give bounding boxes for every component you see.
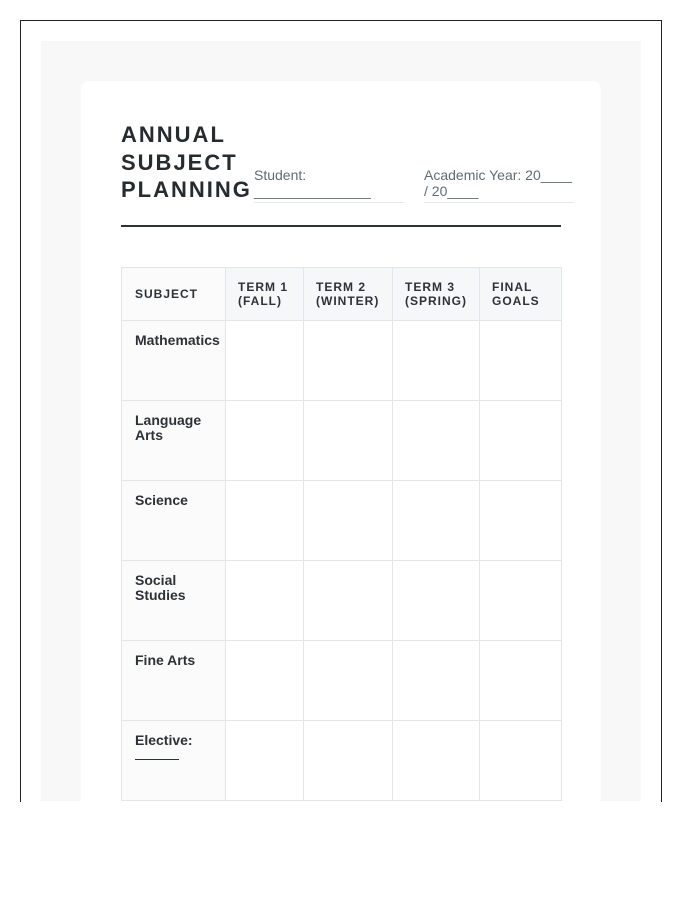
column-header-term-3: TERM 3 (SPRING) <box>393 268 480 321</box>
document-title <box>121 121 261 204</box>
page-frame <box>20 20 662 802</box>
final-goals-cell[interactable] <box>480 561 562 641</box>
table-row <box>122 641 562 721</box>
final-goals-cell[interactable] <box>480 641 562 721</box>
table-header-row <box>122 268 562 321</box>
final-goals-cell[interactable] <box>480 721 562 801</box>
term-3-cell[interactable] <box>393 321 480 401</box>
term-3-cell[interactable] <box>393 721 480 801</box>
term-2-cell[interactable] <box>304 641 393 721</box>
elective-label: Elective: <box>135 732 193 748</box>
column-header-term-1: TERM 1 (FALL) <box>226 268 304 321</box>
term-3-cell[interactable] <box>393 401 480 481</box>
term-1-cell[interactable] <box>226 401 304 481</box>
subject-cell: Mathematics <box>122 321 226 401</box>
academic-year-field[interactable]: Academic Year: 20____ / 20____ <box>424 167 574 203</box>
term-2-cell[interactable] <box>304 321 393 401</box>
term-1-cell[interactable] <box>226 321 304 401</box>
student-field[interactable]: Student: _______________ <box>254 167 404 203</box>
title-line-1: ANNUAL <box>121 122 226 147</box>
term-1-cell[interactable] <box>226 641 304 721</box>
subject-cell: Science <box>122 481 226 561</box>
column-header-subject: SUBJECT <box>122 268 226 321</box>
title-line-3: PLANNING <box>121 177 252 202</box>
subject-cell: Social Studies <box>122 561 226 641</box>
elective-blank-line <box>135 748 179 760</box>
final-goals-cell[interactable] <box>480 321 562 401</box>
term-1-cell[interactable] <box>226 481 304 561</box>
final-goals-cell[interactable] <box>480 401 562 481</box>
term-3-cell[interactable] <box>393 481 480 561</box>
subject-planning-table <box>121 267 562 801</box>
term-3-cell[interactable] <box>393 641 480 721</box>
table-row <box>122 561 562 641</box>
table-row <box>122 481 562 561</box>
final-goals-cell[interactable] <box>480 481 562 561</box>
page-backdrop <box>41 41 641 801</box>
term-2-cell[interactable] <box>304 481 393 561</box>
term-3-cell[interactable] <box>393 561 480 641</box>
planner-card <box>81 81 601 802</box>
table-row <box>122 721 562 801</box>
subject-cell: Language Arts <box>122 401 226 481</box>
elective-subject-cell[interactable] <box>122 721 226 801</box>
document-header <box>121 121 572 227</box>
subject-cell: Fine Arts <box>122 641 226 721</box>
column-header-term-2: TERM 2 (WINTER) <box>304 268 393 321</box>
table-row <box>122 401 562 481</box>
term-1-cell[interactable] <box>226 561 304 641</box>
title-line-2: SUBJECT <box>121 149 238 175</box>
column-header-final-goals: FINAL GOALS <box>480 268 562 321</box>
term-2-cell[interactable] <box>304 561 393 641</box>
table-row <box>122 321 562 401</box>
term-2-cell[interactable] <box>304 721 393 801</box>
term-1-cell[interactable] <box>226 721 304 801</box>
term-2-cell[interactable] <box>304 401 393 481</box>
